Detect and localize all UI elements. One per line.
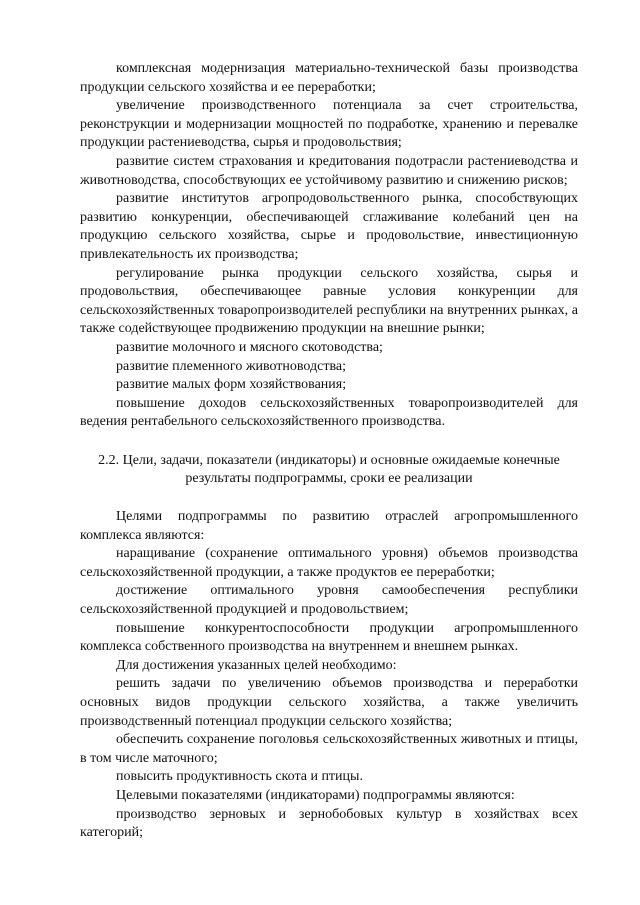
- paragraph: увеличение производственного потенциала за счет строительства, реконструкции и модернизации мощностей по подработке, хранению и перевалке продукции растениеводства, сырья и продовольствия;: [80, 98, 578, 151]
- section-heading: [80, 452, 578, 489]
- top-paragraph-list: [80, 60, 578, 432]
- paragraph: регулирование рынка продукции сельского хозяйства, сырья и продовольствия, обеспечивающее равные условия конкуренции для сельскохозяйственных товаропроизводителей республики на внутренних рынках, а также содействующее продвижению продукции на внешние рынки;: [80, 265, 578, 337]
- paragraph: обеспечить сохранение поголовья сельскохозяйственных животных и птицы, в том числе маточного;: [80, 732, 578, 766]
- section-heading-line-2: результаты подпрограммы, сроки ее реализации: [185, 471, 473, 487]
- paragraph: развитие институтов агропродовольственного рынка, способствующих развитию конкуренции, обеспечивающей сглаживание колебаний цен на продукцию сельского хозяйства, сырье и продовольствие, инвестиционную привлекательность их производства;: [80, 191, 578, 262]
- paragraph: наращивание (сохранение оптимального уровня) объемов производства сельскохозяйственной продукции, а также продуктов ее переработки;: [80, 546, 578, 580]
- paragraph: развитие молочного и мясного скотоводства;: [116, 339, 383, 355]
- paragraph: развитие племенного животноводства;: [116, 358, 347, 374]
- paragraph: достижение оптимального уровня самообеспечения республики сельскохозяйственной продукцией и продовольствием;: [80, 583, 578, 618]
- paragraph: решить задачи по увеличению объемов производства и переработки основных видов продукции сельского хозяйства, а также увеличить производственный потенциал продукции сельского хозяйства;: [80, 676, 578, 729]
- paragraph: Целевыми показателями (индикаторами) подпрограммы являются:: [116, 787, 515, 803]
- paragraph: развитие малых форм хозяйствования;: [116, 377, 347, 393]
- document-page: [80, 60, 578, 843]
- paragraph: производство зерновых и зернобобовых культур в хозяйствах всех категорий;: [80, 806, 578, 841]
- paragraph: развитие систем страхования и кредитования подотрасли растениеводства и животноводства, способствующих ее устойчивому развитию и снижению рисков;: [80, 153, 578, 188]
- paragraph: повышение конкурентоспособности продукции агропромышленного комплекса собственного производства на внутреннем и внешнем рынках.: [80, 620, 578, 655]
- section-heading-line-1: 2.2. Цели, задачи, показатели (индикаторы) и основные ожидаемые конечные: [98, 452, 560, 468]
- bottom-paragraph-list: [80, 508, 578, 843]
- paragraph: повышение доходов сельскохозяйственных товаропроизводителей для ведения рентабельного сельскохозяйственного производства.: [80, 395, 578, 430]
- paragraph: Целями подпрограммы по развитию отраслей агропромышленного комплекса являются:: [80, 509, 578, 543]
- paragraph: повысить продуктивность скота и птицы.: [116, 769, 363, 785]
- paragraph: комплексная модернизация материально-технической базы производства продукции сельского хозяйства и ее переработки;: [80, 61, 578, 95]
- spacer: [80, 432, 578, 452]
- paragraph: Для достижения указанных целей необходимо:: [116, 657, 397, 673]
- spacer: [80, 489, 578, 508]
